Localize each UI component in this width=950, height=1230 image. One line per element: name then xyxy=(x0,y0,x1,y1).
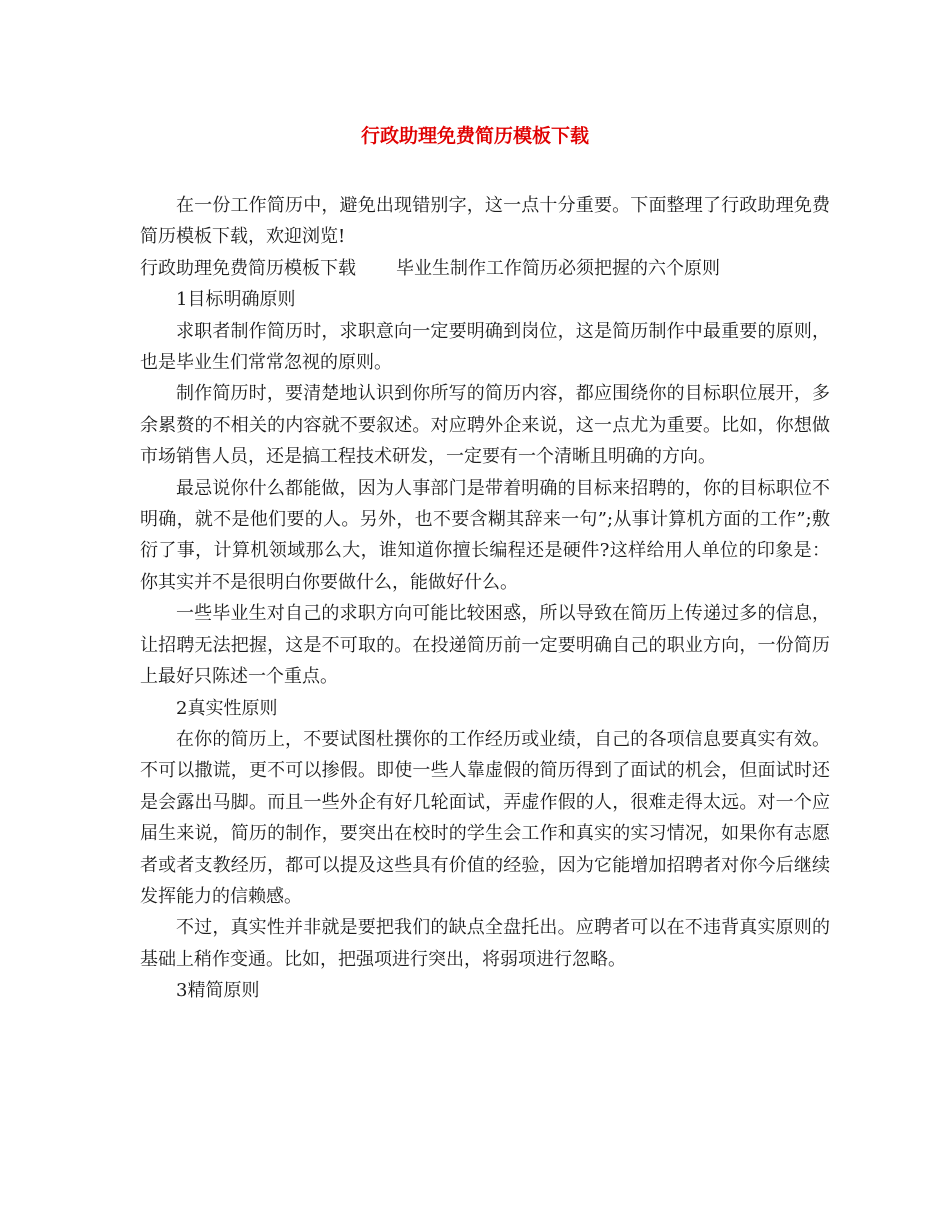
section2-paragraph-1: 在你的简历上，不要试图杜撰你的工作经历或业绩，自己的各项信息要真实有效。不可以撒谎，更不可以掺假。即使一些人靠虚假的简历得到了面试的机会，但面试时还是会露出马脚。而且一些外企有好几轮面试，弄虚作假的人，很难走得太远。对一个应届生来说，简历的制作，要突出在校时的学生会工作和真实的实习情况，如果你有志愿者或者支教经历，都可以提及这些具有价值的经验，因为它能增加招聘者对你今后继续发挥能力的信赖感。 xyxy=(140,728,830,907)
subheading-line xyxy=(140,253,830,284)
subheading-right: 毕业生制作工作简历必须把握的六个原则 xyxy=(396,257,720,279)
section1-paragraph-4: 一些毕业生对自己的求职方向可能比较困惑，所以导致在简历上传递过多的信息，让招聘无法把握，这是不可取的。在投递简历前一定要明确自己的职业方向，一份简历上最好只陈述一个重点。 xyxy=(140,603,830,688)
section2-paragraph-2: 不过，真实性并非就是要把我们的缺点全盘托出。应聘者可以在不违背真实原则的基础上稍作变通。比如，把强项进行突出，将弱项进行忽略。 xyxy=(140,917,830,970)
section1-heading: 1目标明确原则 xyxy=(176,289,296,311)
section1-paragraph-1: 求职者制作简历时，求职意向一定要明确到岗位，这是简历制作中最重要的原则，也是毕业生们常常忽视的原则。 xyxy=(140,320,830,374)
intro-paragraph: 在一份工作简历中，避免出现错别字，这一点十分重要。下面整理了行政助理免费简历模板下载，欢迎浏览! xyxy=(140,195,830,248)
document-title: 行政助理免费简历模板下载 xyxy=(360,125,589,147)
section1-paragraph-2: 制作简历时，要清楚地认识到你所写的简历内容，都应围绕你的目标职位展开，多余累赘的不相关的内容就不要叙述。对应聘外企来说，这一点尤为重要。比如，你想做市场销售人员，还是搞工程技术研发，一定要有一个清晰且明确的方向。 xyxy=(140,383,830,468)
section2-heading: 2真实性原则 xyxy=(176,697,278,719)
section1-paragraph-3: 最忌说你什么都能做，因为人事部门是带着明确的目标来招聘的，你的目标职位不明确，就不是他们要的人。另外，也不要含糊其辞来一句”;从事计算机方面的工作”;敷衍了事，计算机领域那么大，谁知道你擅长编程还是硬件?这样给用人单位的印象是：你其实并不是很明白你要做什么，能做好什么。 xyxy=(140,477,830,593)
section3-heading: 3精简原则 xyxy=(176,980,260,1002)
document-body xyxy=(140,190,830,1007)
subheading-left: 行政助理免费简历模板下载 xyxy=(140,257,356,279)
